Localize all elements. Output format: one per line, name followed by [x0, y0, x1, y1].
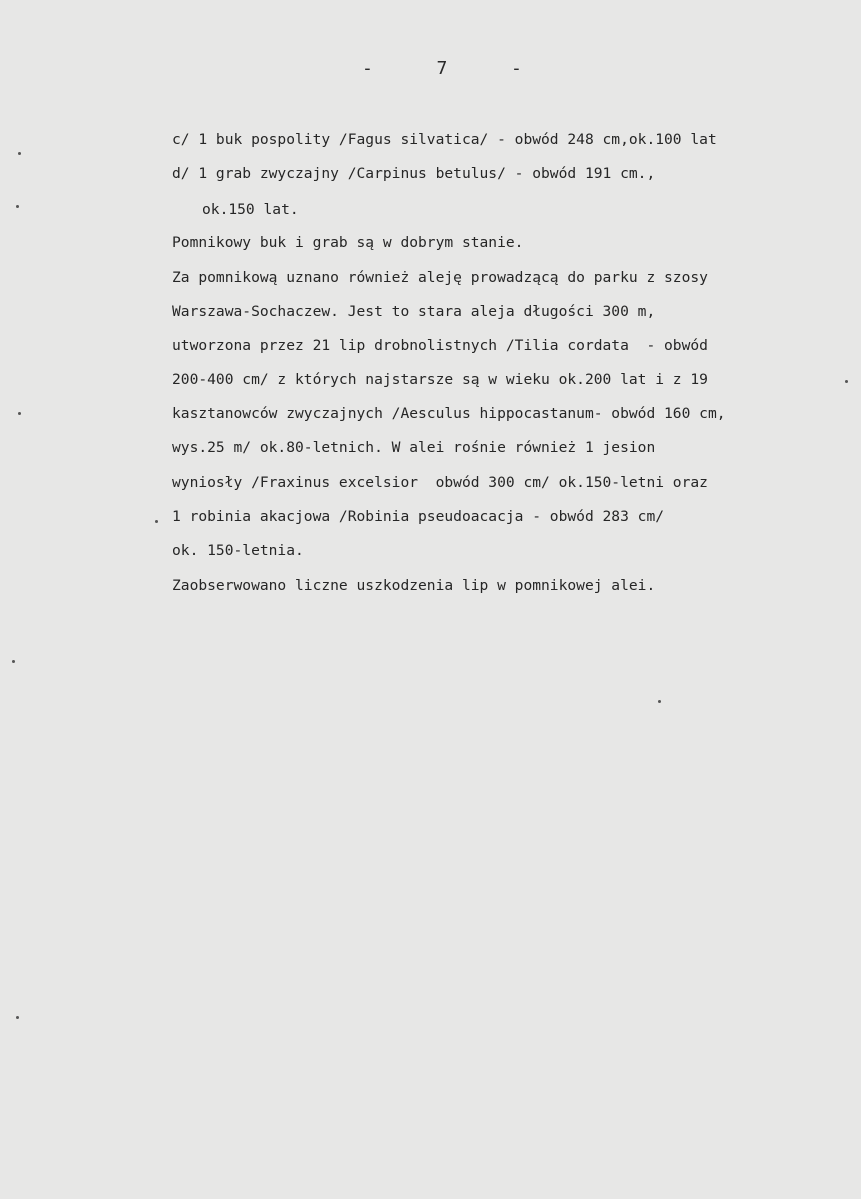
paper-speck: [845, 380, 848, 383]
text-line: c/ 1 buk pospolity /Fagus silvatica/ - obwód 248 cm,ok.100 lat: [172, 131, 717, 148]
text-line: Pomnikowy buk i grab są w dobrym stanie.: [172, 234, 524, 251]
paper-speck: [18, 412, 21, 415]
text-line: ok. 150-letnia.: [172, 542, 304, 559]
paper-speck: [12, 660, 15, 663]
text-line: utworzona przez 21 lip drobnolistnych /Tilia cordata - obwód: [172, 337, 708, 354]
text-line: d/ 1 grab zwyczajny /Carpinus betulus/ - obwód 191 cm.,: [172, 165, 656, 182]
paper-speck: [16, 1016, 19, 1019]
text-line: Warszawa-Sochaczew. Jest to stara aleja długości 300 m,: [172, 303, 656, 320]
text-line: wys.25 m/ ok.80-letnich. W alei rośnie również 1 jesion: [172, 439, 656, 456]
text-line: kasztanowców zwyczajnych /Aesculus hippocastanum- obwód 160 cm,: [172, 405, 726, 422]
page-number: - 7 -: [362, 58, 536, 79]
text-line: Za pomnikową uznano również aleję prowadzącą do parku z szosy: [172, 269, 708, 286]
text-line: 1 robinia akacjowa /Robinia pseudoacacja - obwód 283 cm/: [172, 508, 665, 525]
text-line: wyniosły /Fraxinus excelsior obwód 300 cm/ ok.150-letni oraz: [172, 474, 708, 491]
paper-speck: [16, 205, 19, 208]
text-line: 200-400 cm/ z których najstarsze są w wieku ok.200 lat i z 19: [172, 371, 708, 388]
text-line: ok.150 lat.: [202, 201, 299, 218]
paper-speck: [155, 520, 158, 523]
text-line: Zaobserwowano liczne uszkodzenia lip w pomnikowej alei.: [172, 577, 656, 594]
paper-speck: [18, 152, 21, 155]
paper-speck: [658, 700, 661, 703]
